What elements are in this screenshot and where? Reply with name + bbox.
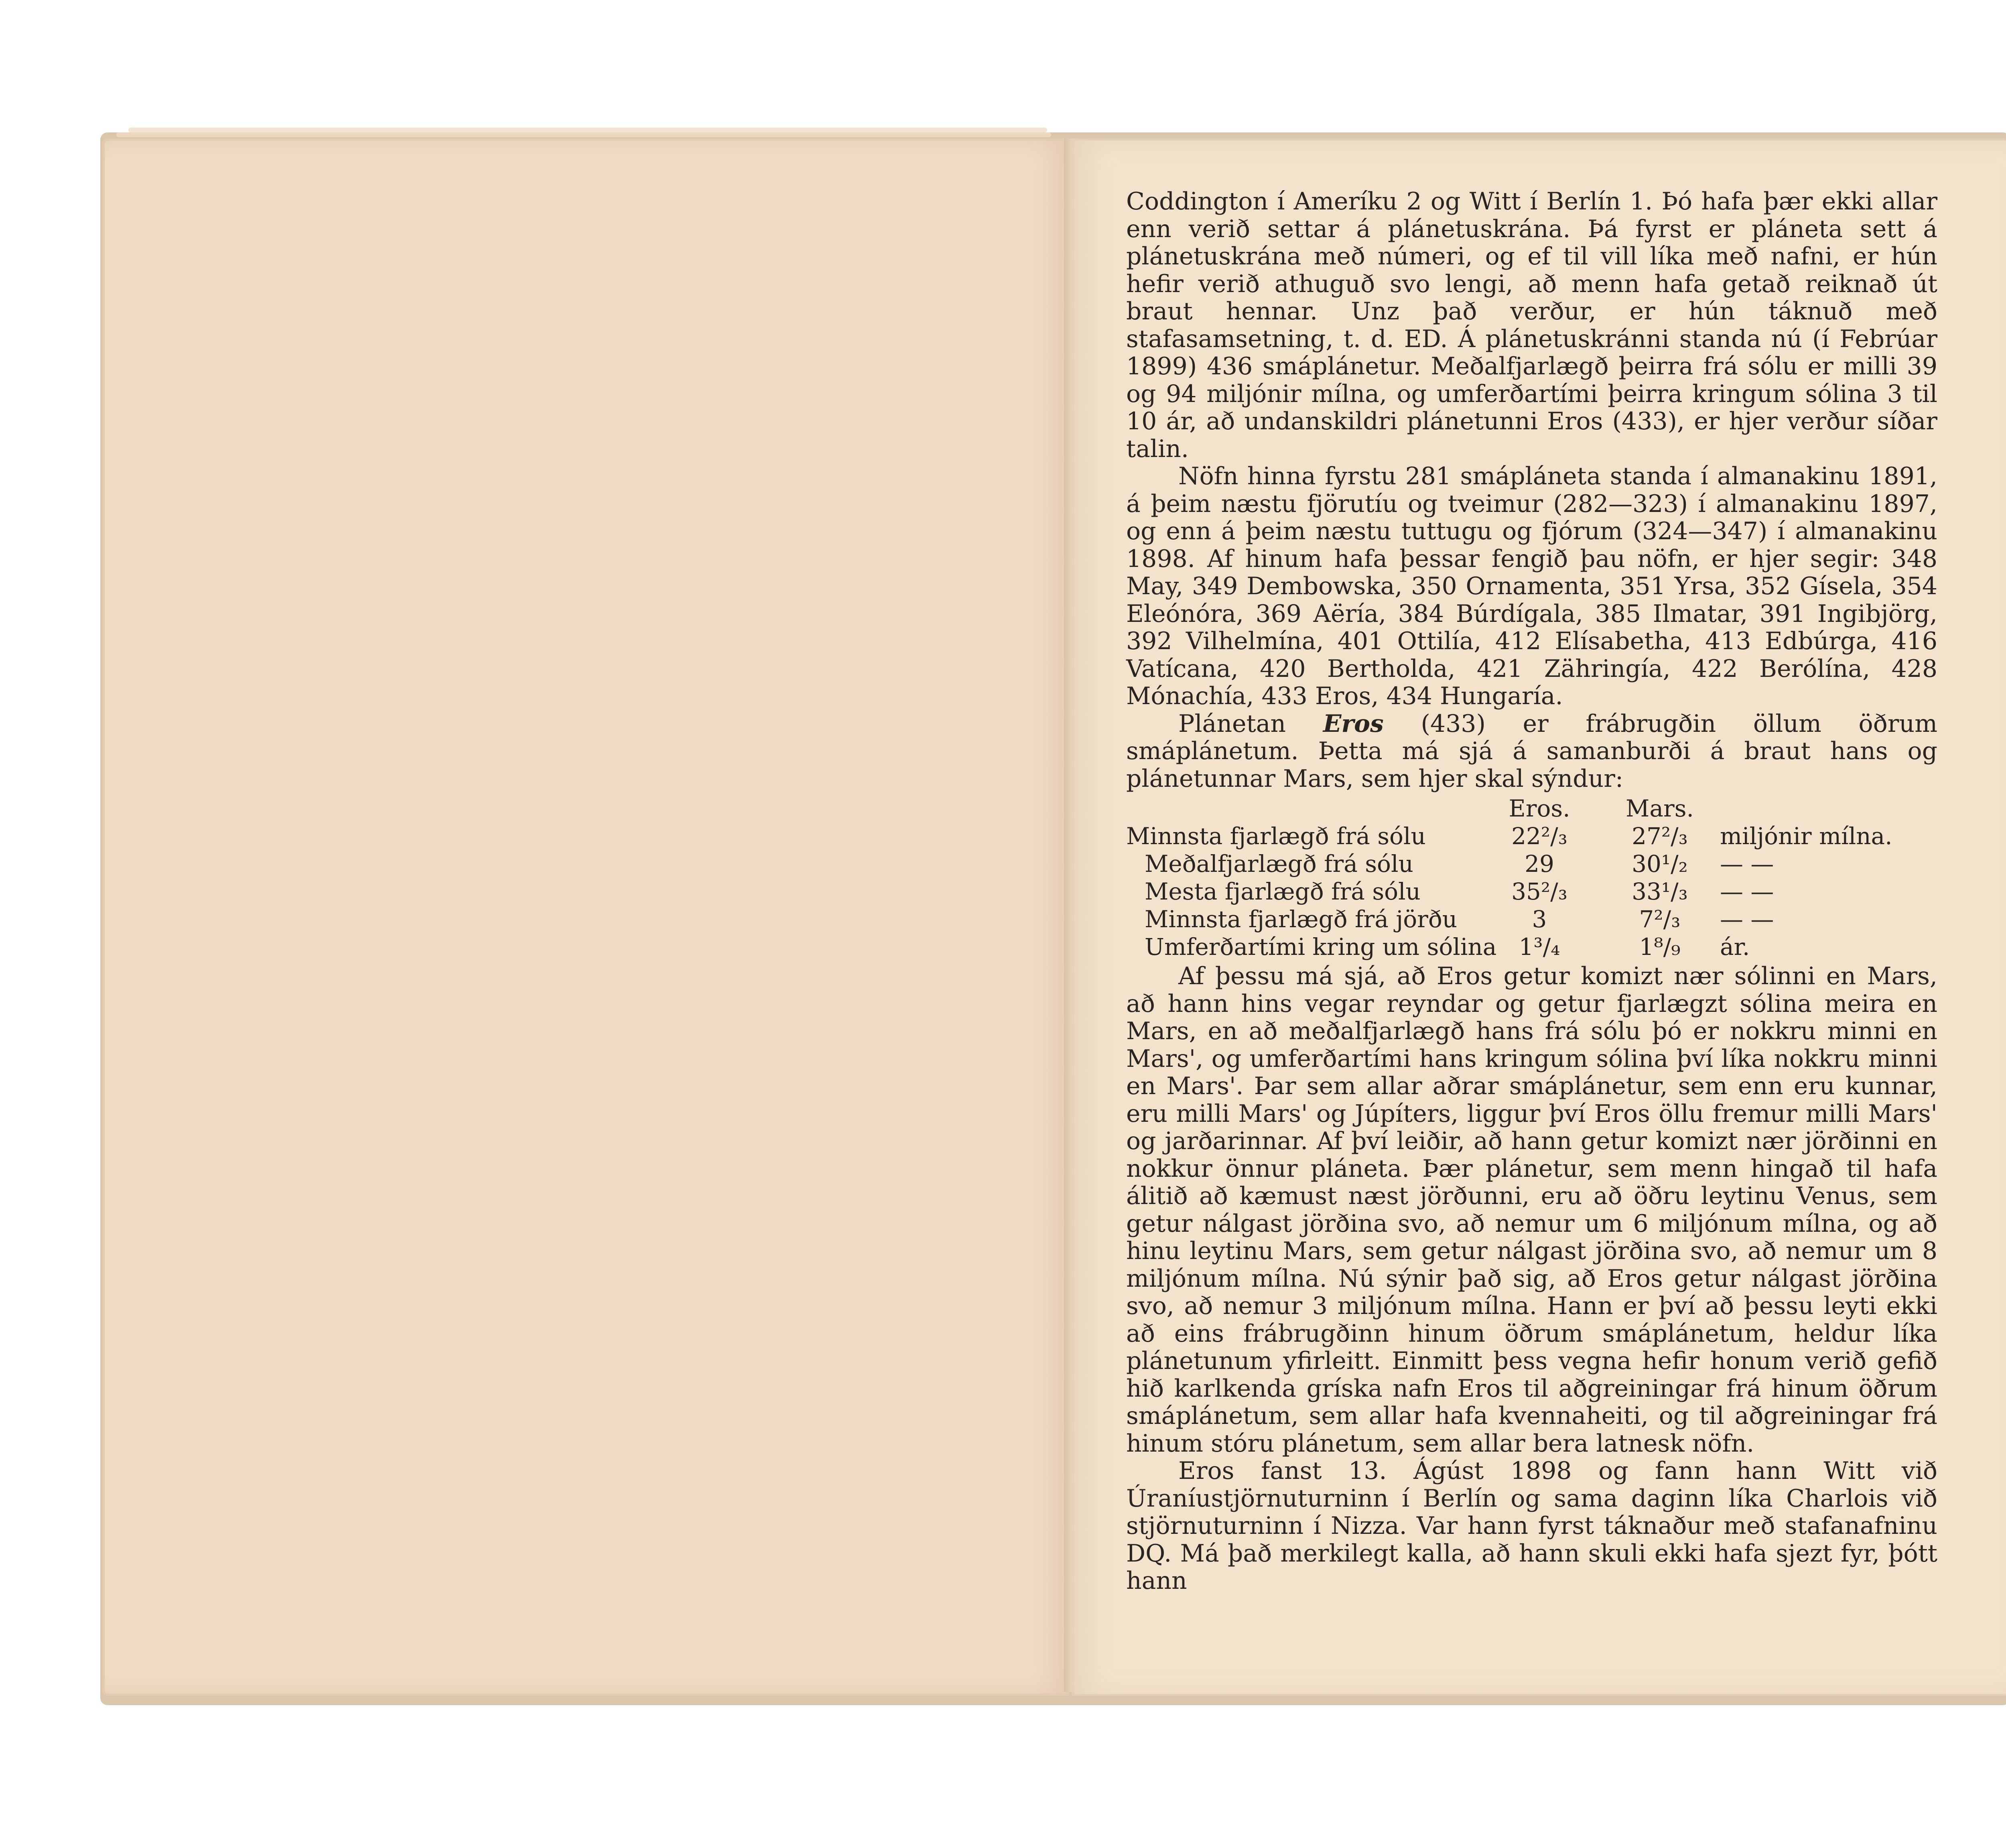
mars-value: 30¹/₂	[1632, 850, 1688, 877]
table-row	[1126, 822, 1937, 850]
eros-value: 22²/₃	[1511, 822, 1567, 850]
paragraph	[1126, 710, 1937, 793]
emphasized-word: Eros	[1323, 709, 1384, 738]
mars-value: 33¹/₃	[1632, 878, 1688, 905]
column-header-eros: Eros.	[1509, 795, 1570, 822]
eros-value: 1³/₄	[1519, 933, 1560, 961]
paragraph: Af þessu má sjá, að Eros getur komizt nær sólinni en Mars, að hann hins vegar reyndar og getur fjarlægzt sólina meira en Mars, en að meðalfjarlægð hans frá sólu þó er nokkru minni en Mars', og umferðartími hans kringum sólina því líka nokkru minni en Mars'. Þar sem allar aðrar smáplánetur, sem enn eru kunnar, eru milli Mars' og Júpíters, liggur því Eros öllu fremur milli Mars' og jarðarinnar. Af því leiðir, að hann getur komizt nær jörðinni en nokkur önnur pláneta. Þær plánetur, sem menn hingað til hafa álitið að kæmust næst jörðunni, eru að öðru leytinu Venus, sem getur nálgast jörðina svo, að nemur um 6 miljónum mílna, og að hinu leytinu Mars, sem getur nálgast jörðina svo, að nemur um 8 miljónum mílna. Nú sýnir það sig, að Eros getur nálgast jörðina svo, að nemur 3 miljónum mílna. Hann er því að þessu leyti ekki að eins frábrugðinn hinum öðrum smáplánetum, heldur líka plánetunum yfirleitt. Einmitt þess vegna hefir honum verið gefið hið karlkenda gríska nafn Eros til aðgreiningar frá hinum öðrum smáplánetum, sem allar hafa kvennaheiti, og til aðgreiningar frá hinum stóru plánetum, sem allar bera latnesk nöfn.	[1126, 962, 1937, 1458]
paragraph: Coddington í Ameríku 2 og Witt í Berlín 1. Þó hafa þær ekki allar enn verið settar á plánetuskrána. Þá fyrst er pláneta sett á plánetuskrána með númeri, og ef til vill líka með nafni, er hún hefir verið athuguð svo lengi, að menn hafa getað reiknað út braut hennar. Unz það verður, er hún táknuð með stafasamsetning, t. d. ED. Á plánetuskránni standa nú (í Febrúar 1899) 436 smáplánetur. Meðalfjarlægð þeirra frá sólu er milli 39 og 94 miljónir mílna, og umferðartími þeirra kringum sólina 3 til 10 ár, að undanskildri plánetunni Eros (433), er hjer verður síðar talin.	[1126, 187, 1937, 463]
table-cell	[1126, 795, 1479, 822]
page-edge	[116, 132, 1051, 137]
table-cell	[1720, 795, 1937, 822]
row-label: Minnsta fjarlægð frá sólu	[1126, 822, 1426, 850]
paragraph-text: Nöfn hinna fyrstu 281 smápláneta standa í almanakinu 1891, á þeim næstu fjörutíu og tveimur (282—323) í almanakinu 1897, og enn á þeim næstu tuttugu og fjórum (324—347) í almanakinu 1898. Af hinum hafa þessar fengið þau nöfn, er hjer segir: 348 May, 349 Dembowska, 350 Ornamenta, 351 Yrsa, 352 Gísela, 354 Eleónóra, 369 Aëría, 384 Búrdígala, 385 Ilmatar, 391 Ingibjörg, 392 Vilhelmína, 401 Ottilía, 412 Elísabetha, 413 Edbúrga, 416 Vatícana, 420 Bertholda, 421 Zähringía, 422 Berólína, 428 Mónachía, 433 Eros, 434 Hungaría.	[1126, 462, 1937, 710]
table-row	[1126, 906, 1937, 933]
unit: — —	[1720, 850, 1774, 877]
table-header	[1126, 795, 1937, 822]
row-label: Mesta fjarlægð frá sólu	[1145, 878, 1421, 905]
paragraph: Eros fanst 13. Ágúst 1898 og fann hann Witt við Úraníustjörnuturninn í Berlín og sama daginn líka Charlois við stjörnuturninn í Nizza. Var hann fyrst táknaður með stafanafninu DQ. Má það merkilegt kalla, að hann skuli ekki hafa sjezt fyr, þótt hann	[1126, 1457, 1937, 1595]
page-edge	[128, 128, 1047, 132]
comparison-table	[1126, 795, 1937, 961]
page-text	[1126, 188, 1937, 1595]
mars-value: 1⁸/₉	[1639, 933, 1681, 961]
row-label: Minnsta fjarlægð frá jörðu	[1145, 906, 1458, 933]
table-row	[1126, 878, 1937, 906]
column-header-mars: Mars.	[1626, 795, 1694, 822]
eros-value: 3	[1532, 906, 1547, 933]
row-label: Meðalfjarlægð frá sólu	[1145, 850, 1413, 877]
unit: ár.	[1720, 933, 1750, 961]
unit: miljónir mílna.	[1720, 822, 1892, 850]
table-row	[1126, 933, 1937, 961]
paragraph-text: Plánetan	[1178, 709, 1286, 738]
row-label: Umferðartími kring um sólina	[1145, 933, 1497, 961]
mars-value: 27²/₃	[1632, 822, 1688, 850]
booklet-gutter	[1064, 138, 1074, 1692]
table-row	[1126, 850, 1937, 878]
paragraph-text: (433) er frábrugðin öllum öðrum smáplánetum. Þetta má sjá á samanburði á braut hans og plánetunnar Mars, sem hjer skal sýndur:	[1126, 709, 1937, 793]
paragraph	[1126, 463, 1937, 710]
unit: — —	[1720, 906, 1774, 933]
eros-value: 35²/₃	[1511, 878, 1567, 905]
eros-value: 29	[1525, 850, 1554, 877]
blank-left-page	[102, 138, 1069, 1696]
unit: — —	[1720, 878, 1774, 905]
mars-value: 7²/₃	[1639, 906, 1681, 933]
